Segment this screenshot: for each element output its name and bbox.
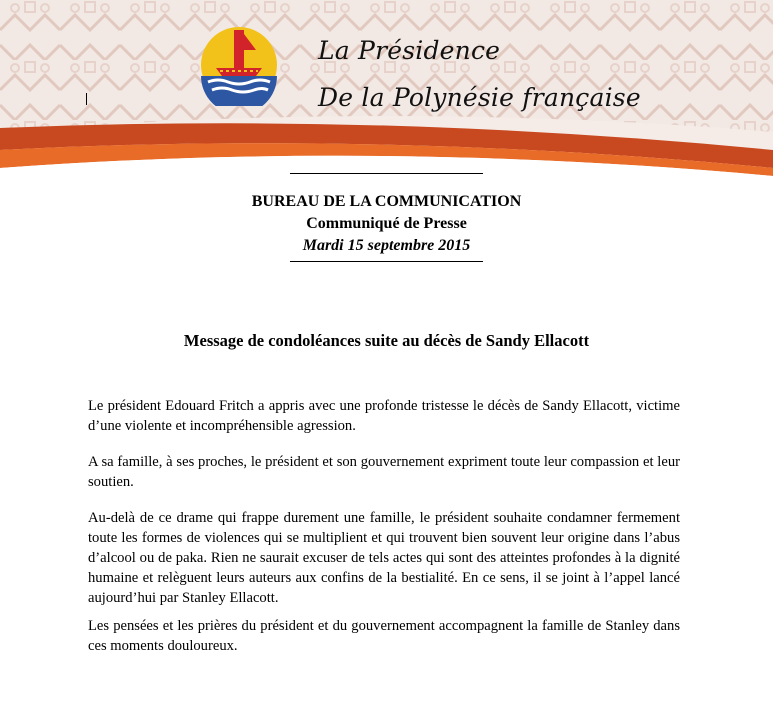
paragraph: Le président Edouard Fritch a appris avec une profonde tristesse le décès de Sandy Ellacott, victime d’une violente et incompréhensible agression.	[88, 398, 680, 434]
divider-bottom	[290, 261, 483, 262]
divider-top	[290, 173, 483, 174]
polynesia-seal-icon	[198, 24, 280, 106]
header-banner	[0, 0, 773, 190]
presidency-title-line2: De la Polynésie française	[318, 83, 641, 112]
text-cursor	[86, 93, 87, 105]
paragraph: Au-delà de ce drame qui frappe durement une famille, le président souhaite condamner fermement toute les formes de violences qui se multiplient et qui trouvent bien souvent leur origine dans l’abus d’alcool ou de paka. Rien ne saurait excuser de tels actes qui sont des atteintes profondes à la dignité humaine et relèguent leurs auteurs aux confins de la bestialité. En ce sens, il se joint à l’appel lancé aujourd’hui par Stanley Ellacott.	[88, 510, 680, 606]
bureau-heading: BUREAU DE LA COMMUNICATION	[251, 193, 522, 210]
communique-type: Communiqué de Presse	[306, 215, 467, 232]
presidency-title-line1: La Présidence	[318, 36, 501, 65]
communique-date: Mardi 15 septembre 2015	[302, 237, 471, 254]
press-release-headline: Message de condoléances suite au décès de Sandy Ellacott	[183, 331, 590, 350]
paragraph: A sa famille, à ses proches, le président et son gouvernement expriment toute leur compassion et leur soutien.	[88, 454, 680, 490]
communique-header	[0, 191, 773, 257]
paragraph: Les pensées et les prières du président et du gouvernement accompagnent la famille de Stanley dans ces moments douloureux.	[88, 618, 680, 654]
